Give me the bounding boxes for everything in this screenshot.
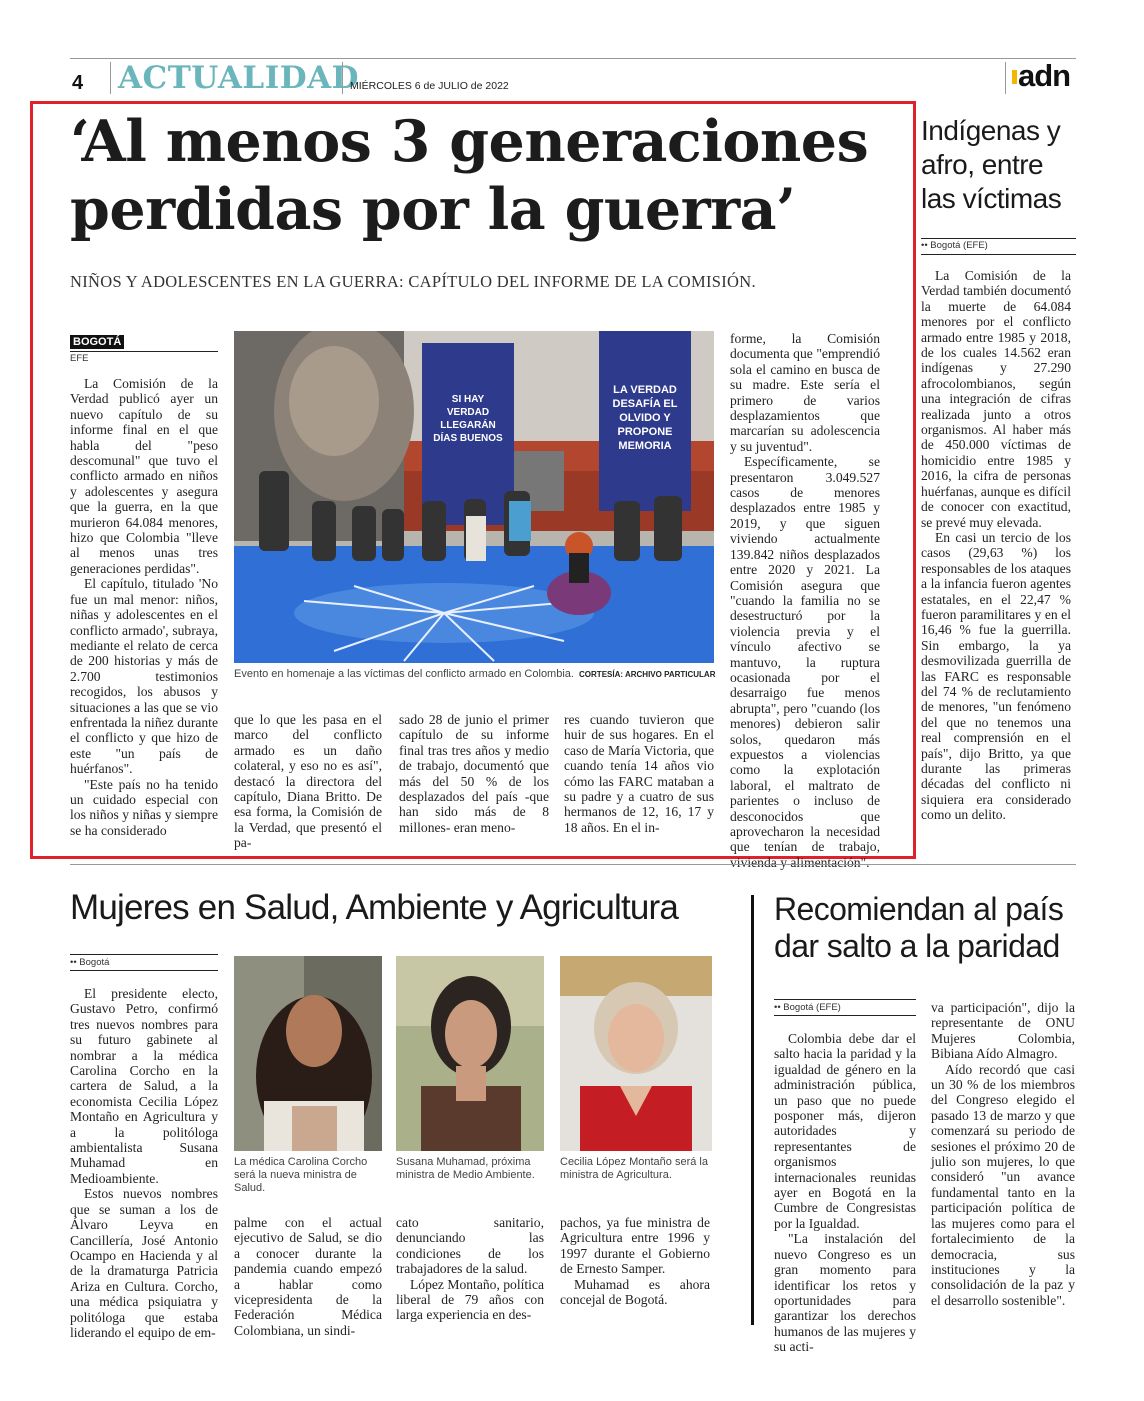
- column-divider: [751, 895, 754, 1325]
- section-label: ACTUALIDAD: [118, 60, 360, 96]
- bullet-icon: ••: [70, 957, 77, 968]
- issue-date: MIÉRCOLES 6 de JULIO de 2022: [350, 80, 509, 92]
- adn-logo: adn: [1010, 60, 1076, 92]
- parity-col-1: Colombia debe dar el salto hacia la paridad y la igualdad de género en la administración pública, un paso que no puede posponer más, dijeron autoridades y representantes de organismos internacionales reunidas ayer en Bogotá en la Cumbre de Congresistas por la Igualdad. "La instalación del nuevo Congreso es un gran momento para identificar los retos y oportunidades para garantizar los derechos humanos de las mujeres y su acti-: [774, 1031, 916, 1355]
- main-col-3: sado 28 de junio el primer capítulo de su informe final tras tres años y medio de trabajo, documentó que más del 50 % de los desplazados del país -que han sido más de 8 millones- eran meno-: [399, 712, 549, 835]
- side-headline: Indígenas y afro, entre las víctimas: [921, 115, 1062, 214]
- photo-caption: Evento en homenaje a las víctimas del conflicto armado en Colombia. CORTESÍA: ARCHIVO PARTICULAR: [234, 668, 716, 680]
- women-col-4: pachos, ya fue ministra de Agricultura entre 1996 y 1997 durante el Gobierno de Ernesto Samper. Muhamad es ahora concejal de Bogotá.: [560, 1215, 710, 1308]
- women-col-1: El presidente electo, Gustavo Petro, confirmó tres nuevos nombres para su futuro gabinete al nombrar a la médica Carolina Corcho en la cartera de Salud, a la economista Cecilia López Montaño en Agricultura y a la politóloga ambientalista Susana Muhamad en Medioambiente. Estos nuevos nombres que se suman a los de Álvaro Leyva en Cancillería, José Antonio Ocampo en Hacienda y al de la dramaturga Patricia Ariza en Cultura. Corcho, una médica psiquiatra y politóloga que estaba liderando el equipo de em-: [70, 986, 218, 1340]
- banner-2: LA VERDAD DESAFÍA EL OLVIDO Y PROPONE MEMORIA: [612, 384, 678, 452]
- women-dateline: •• Bogotá: [70, 957, 110, 968]
- women-headline: Mujeres en Salud, Ambiente y Agricultura: [70, 888, 679, 927]
- bullet-icon: ••: [774, 1002, 781, 1013]
- main-col-1: La Comisión de la Verdad publicó ayer un nuevo capítulo de su informe final en el que habla del "peso descomunal" que tuvo el conflicto armado en niños y adolescentes y asegura que la guerra, en la que murieron 64.084 menores, hizo que Colombia "lleve al menos unas tres generaciones perdidas". El capítulo, titulado 'No fue un mal menor: niños, niñas y adolescentes en el conflicto armado', subraya, mediante el relato de cerca de 200 historias y más de 2.700 testimonios recogidos, los abusos y situaciones a las que se vio enfrentada la niñez durante el conflicto y que hizo de este "un país de huérfanos". "Este país no ha tenido un cuidado especial con los niños y niñas y siempre se ha considerado: [70, 376, 218, 838]
- main-subhead: NIÑOS Y ADOLESCENTES EN LA GUERRA: CAPÍTULO DEL INFORME DE LA COMISIÓN.: [70, 272, 756, 291]
- main-col-2: que lo que les pasa en el marco del conflicto armado es un daño colateral, y eso no es así", destacó la directora del capítulo, Diana Britto. De esa forma, la Comisión de la Verdad, que presentó el pa-: [234, 712, 382, 851]
- bullet-icon: ••: [921, 240, 928, 251]
- page-header: [70, 58, 1076, 96]
- event-photo: [234, 331, 714, 663]
- caption-muhamad: Susana Muhamad, próxima ministra de Medio Ambiente.: [396, 1156, 535, 1181]
- main-col-5: forme, la Comisión documenta que "emprendió sola el camino en busca de su madre. Este sería el primero de varios desplazamientos que marcarían su adolescencia y su juventud". Específicamente, se presentaron 3.049.527 casos de menores desplazados entre 1985 y 2019, y que siguen viviendo actualmente 139.842 niños desplazados entre 2020 y 2021. La Comisión asegura que "cuando la familia no se desestructuró por la violencia previa y el vínculo afectivo se mantuvo, la ruptura ocasionada por el desarraigo fue menos abrupta", pero "cuando (los menores) debieron salir solos, quedaron más expuestos a violencias como la explotación laboral, el maltrato de parientes o incluso de desconocidos que aprovecharon la necesidad que tenían de trabajo, vivienda y alimentación".: [730, 331, 880, 870]
- section-divider: [70, 864, 1076, 865]
- parity-col-2: va participación", dijo la representante de ONU Mujeres Colombia, Bibiana Aído Almagro. Aído recordó que casi un 30 % de los miembros del Congreso elegido el pasado 13 de marzo y que comenzará su periodo de sesiones el próximo 20 de julio son mujeres, lo que consideró "un avance fundamental tanto en la participación política de las mujeres como para el fortalecimiento de la democracia, sus instituciones y la consolidación de la paz y el desarrollo sostenible".: [931, 1000, 1075, 1308]
- page-number: 4: [72, 72, 84, 94]
- side-body: La Comisión de la Verdad también documentó la muerte de 64.084 menores por el conflicto armado entre 1985 y 2018, de los cuales 14.562 eran indígenas y 27.290 afrocolombianos, según una integración de cifras realizada junto a otros organismos. Al haber más de 450.000 víctimas de homicidio entre 1985 y 2016, la cifra de personas huérfanas, aunque es difícil de conocer con exactitud, se prevé muy elevada. En casi un tercio de los casos (29,63 %) los responsables de los ataques a la infancia fueron agentes estatales, en el 22,47 % fueron paramilitares y en el 16,46 % fue la guerrilla. Sin embargo, la ya desmovilizada guerrilla de las FARC es responsable del 74 % de reclutamiento de menores, "un fenómeno del que no tenemos una real comprensión en el país", dijo Britto, ya que durante las primeras décadas del conflicto ni siquiera era considerado como un delito.: [921, 268, 1071, 823]
- women-col-3: cato sanitario, denunciando las condiciones de los trabajadores de la salud. López Montaño, política liberal de 79 años con larga experiencia en des-: [396, 1215, 545, 1323]
- main-headline: ‘Al menos 3 generaciones perdidas por la guerra’: [70, 108, 869, 243]
- photo-susana-muhamad: [396, 956, 544, 1151]
- parity-headline: Recomiendan al país dar salto a la paridad: [774, 891, 1064, 964]
- caption-corcho: La médica Carolina Corcho será la nueva ministra de Salud.: [234, 1156, 368, 1194]
- photo-cecilia-lopez: [560, 956, 712, 1151]
- main-col-4: res cuando tuvieron que huir de sus hogares. En el caso de María Victoria, que cuando tenía 14 años vio cómo las FARC mataban a su padre y a cuatro de sus hermanos de 12, 16, 17 y 18 años. En el in-: [564, 712, 714, 835]
- photo-credit: CORTESÍA: ARCHIVO PARTICULAR: [579, 670, 716, 679]
- caption-lopez: Cecilia López Montaño será la ministra de Agricultura.: [560, 1156, 708, 1181]
- parity-dateline: •• Bogotá (EFE): [774, 1002, 841, 1013]
- banner-1: SI HAY VERDAD LLEGARÁN DÍAS BUENOS: [433, 394, 503, 444]
- photo-carolina-corcho: [234, 956, 382, 1151]
- logo-accent-icon: [1012, 70, 1017, 84]
- women-col-2: palme con el actual ejecutivo de Salud, se dio a conocer durante la pandemia cuando empezó a hablar como vicepresidenta de la Federación Médica Colombiana, un sindi-: [234, 1215, 382, 1338]
- side-dateline: •• Bogotá (EFE): [921, 240, 988, 251]
- main-dateline: BOGOTÁ EFE: [70, 332, 218, 364]
